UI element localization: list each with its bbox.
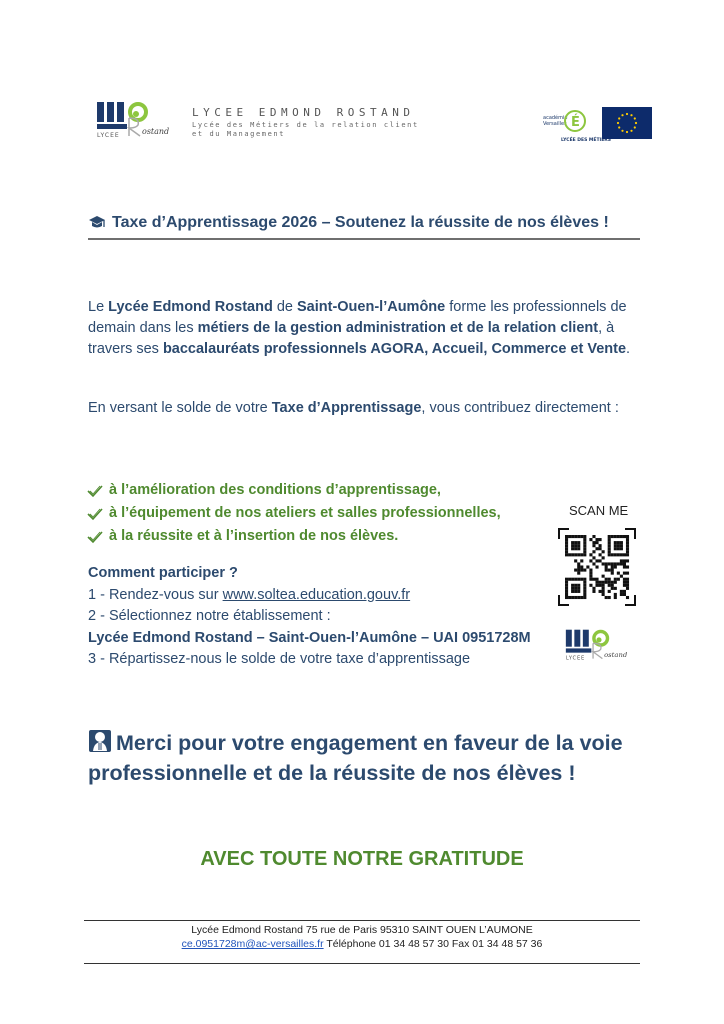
qr-module xyxy=(583,578,586,581)
qr-module xyxy=(602,593,605,596)
qr-module xyxy=(574,553,577,556)
qr-module xyxy=(608,578,611,581)
intro-text: forme les professionnels de demain dans les xyxy=(88,299,627,336)
qr-module xyxy=(583,541,586,544)
intro-diplomas: baccalauréats professionnels AGORA, Accueil, Commerce et Vente xyxy=(162,341,627,357)
qr-module xyxy=(599,553,602,556)
eu-star xyxy=(621,114,623,116)
footer xyxy=(84,923,640,951)
qr-module xyxy=(605,578,608,581)
contribution-text: , vous contribuez directement : xyxy=(421,400,619,416)
qr-module xyxy=(583,581,586,584)
qr-module xyxy=(574,596,577,599)
qr-module xyxy=(583,587,586,590)
qr-module xyxy=(583,593,586,596)
eu-star xyxy=(635,122,637,124)
qr-module xyxy=(589,538,592,541)
qr-module xyxy=(580,565,583,568)
qr-module xyxy=(611,581,614,584)
qr-module xyxy=(626,572,629,575)
qr-module xyxy=(589,559,592,562)
qr-module xyxy=(626,584,629,587)
svg-text:ostand: ostand xyxy=(604,650,628,659)
qr-module xyxy=(580,559,583,562)
qr-module xyxy=(626,538,629,541)
svg-text:Versailles: Versailles xyxy=(543,121,567,127)
qr-module xyxy=(620,575,623,578)
soltea-link[interactable]: www.soltea.education.gouv.fr xyxy=(222,586,411,603)
qr-module xyxy=(589,575,592,578)
benefits-list xyxy=(86,479,546,548)
qr-module xyxy=(611,565,614,568)
contribution-bold: Taxe d’Apprentissage xyxy=(271,400,422,416)
qr-module xyxy=(623,584,626,587)
qr-module xyxy=(608,562,611,565)
qr-module xyxy=(626,559,629,562)
qr-module xyxy=(620,593,623,596)
scan-me-label: SCAN ME xyxy=(569,503,629,518)
step-1-text: 1 - Rendez-vous sur xyxy=(88,586,223,603)
qr-module xyxy=(599,581,602,584)
qr-module xyxy=(614,544,617,547)
eu-flag-icon xyxy=(602,107,652,139)
qr-module xyxy=(608,553,611,556)
qr-module xyxy=(602,575,605,578)
qr-module xyxy=(605,581,608,584)
qr-module xyxy=(595,541,598,544)
qr-module xyxy=(617,547,620,550)
qr-module xyxy=(583,553,586,556)
page-title xyxy=(88,214,638,232)
qr-module xyxy=(614,596,617,599)
qr-module xyxy=(599,547,602,550)
eu-star xyxy=(621,130,623,132)
qr-module xyxy=(592,587,595,590)
qr-module xyxy=(626,565,629,568)
qr-module xyxy=(577,544,580,547)
intro-text: Le xyxy=(88,299,109,315)
qr-module xyxy=(611,569,614,572)
step-2: 2 - Sélectionnez notre établissement : xyxy=(88,608,331,624)
check-icon xyxy=(86,530,104,544)
step-3: 3 - Répartissez-nous le solde de votre taxe d’apprentissage xyxy=(88,651,471,667)
qr-module xyxy=(586,565,589,568)
qr-module xyxy=(605,565,608,568)
qr-module xyxy=(574,587,577,590)
qr-module xyxy=(568,596,571,599)
qr-module xyxy=(577,584,580,587)
qr-module xyxy=(608,550,611,553)
qr-module xyxy=(602,550,605,553)
qr-module xyxy=(577,569,580,572)
qr-module xyxy=(583,547,586,550)
qr-module xyxy=(574,547,577,550)
qr-module xyxy=(565,587,568,590)
qr-module xyxy=(608,547,611,550)
qr-module xyxy=(614,562,617,565)
qr-module xyxy=(571,547,574,550)
svg-text:É: É xyxy=(571,115,580,130)
qr-module xyxy=(602,562,605,565)
qr-module xyxy=(577,578,580,581)
lycee-rostand-logo-small xyxy=(563,628,635,662)
svg-text:LYCEE: LYCEE xyxy=(565,655,586,662)
qr-module xyxy=(574,590,577,593)
eu-star xyxy=(626,131,628,133)
intro-text: de xyxy=(272,299,297,315)
qr-module xyxy=(571,578,574,581)
intro-text: , à travers ses xyxy=(88,320,615,357)
qr-module xyxy=(571,541,574,544)
qr-module xyxy=(574,584,577,587)
qr-module xyxy=(583,584,586,587)
school-subtitle: Lycée des Métiers de la relation client et du Management xyxy=(192,121,419,138)
qr-module xyxy=(620,541,623,544)
qr-module xyxy=(568,553,571,556)
intro-paragraph xyxy=(88,297,648,360)
qr-module xyxy=(589,584,592,587)
qr-module xyxy=(565,596,568,599)
qr-module xyxy=(626,535,629,538)
qr-module xyxy=(599,584,602,587)
thanks-message xyxy=(88,728,658,788)
qr-module xyxy=(574,578,577,581)
footer-phone: Téléphone 01 34 48 57 30 Fax 01 34 48 57 36 xyxy=(323,938,543,950)
intro-text: . xyxy=(626,341,631,357)
qr-module xyxy=(592,535,595,538)
qr-module xyxy=(620,544,623,547)
qr-module xyxy=(602,581,605,584)
qr-module xyxy=(620,559,623,562)
qr-module xyxy=(589,553,592,556)
qr-module xyxy=(583,596,586,599)
title-underline xyxy=(88,238,640,240)
qr-module xyxy=(583,569,586,572)
school-name: LYCEE EDMOND ROSTAND xyxy=(192,106,415,119)
qr-module xyxy=(626,596,629,599)
qr-module xyxy=(595,559,598,562)
qr-module xyxy=(592,578,595,581)
qr-module xyxy=(620,535,623,538)
qr-module xyxy=(595,584,598,587)
qr-module xyxy=(620,590,623,593)
qr-module xyxy=(608,590,611,593)
qr-module xyxy=(577,535,580,538)
qr-module xyxy=(568,535,571,538)
qr-module xyxy=(577,562,580,565)
svg-text:LYCÉE DES MÉTIERS: LYCÉE DES MÉTIERS xyxy=(561,138,611,143)
qr-module xyxy=(608,569,611,572)
qr-module xyxy=(608,541,611,544)
qr-module xyxy=(614,581,617,584)
qr-module xyxy=(574,544,577,547)
check-icon xyxy=(86,507,104,521)
qr-module xyxy=(571,544,574,547)
qr-module xyxy=(605,569,608,572)
qr-module xyxy=(577,541,580,544)
qr-module xyxy=(626,550,629,553)
lycee-rostand-logo xyxy=(96,100,176,140)
qr-module xyxy=(599,538,602,541)
qr-module xyxy=(565,544,568,547)
qr-module xyxy=(565,541,568,544)
qr-module xyxy=(608,581,611,584)
intro-school: Lycée Edmond Rostand xyxy=(108,299,273,315)
qr-module xyxy=(623,572,626,575)
qr-module xyxy=(571,587,574,590)
qr-module xyxy=(565,547,568,550)
svg-text:LYCEE: LYCEE xyxy=(97,132,120,139)
qr-module xyxy=(614,578,617,581)
contribution-text: En versant le solde de votre xyxy=(88,400,272,416)
footer-email-link[interactable]: ce.0951728m@ac-versailles.fr xyxy=(181,938,324,950)
qr-module xyxy=(614,535,617,538)
qr-module xyxy=(595,578,598,581)
qr-module xyxy=(611,584,614,587)
qr-module xyxy=(565,578,568,581)
qr-module xyxy=(599,590,602,593)
eu-star xyxy=(626,113,628,115)
qr-module xyxy=(592,550,595,553)
qr-module xyxy=(565,550,568,553)
qr-module xyxy=(608,544,611,547)
footer-rule-bottom xyxy=(84,963,640,964)
qr-module xyxy=(614,547,617,550)
qr-module xyxy=(583,538,586,541)
qr-module xyxy=(614,565,617,568)
qr-module xyxy=(623,581,626,584)
qr-module xyxy=(617,541,620,544)
qr-module xyxy=(626,541,629,544)
qr-module xyxy=(614,553,617,556)
qr-module xyxy=(620,562,623,565)
benefit-text: à l’équipement de nos ateliers et salles professionnelles, xyxy=(109,505,501,521)
qr-module xyxy=(617,562,620,565)
qr-module xyxy=(623,593,626,596)
qr-module xyxy=(611,587,614,590)
qr-module xyxy=(577,553,580,556)
qr-module xyxy=(602,556,605,559)
qr-module xyxy=(577,596,580,599)
qr-module xyxy=(571,584,574,587)
qr-module xyxy=(611,535,614,538)
qr-module xyxy=(580,553,583,556)
benefit-item xyxy=(86,502,546,525)
qr-module xyxy=(617,553,620,556)
qr-module xyxy=(589,569,592,572)
qr-module xyxy=(602,590,605,593)
qr-module xyxy=(626,581,629,584)
qr-module xyxy=(614,593,617,596)
qr-module xyxy=(608,535,611,538)
qr-module xyxy=(583,544,586,547)
qr-module xyxy=(608,538,611,541)
qr-module xyxy=(565,535,568,538)
svg-text:académie: académie xyxy=(543,115,568,121)
intro-fields: métiers de la gestion administration et de la relation client xyxy=(197,320,599,336)
qr-module xyxy=(574,535,577,538)
qr-module xyxy=(577,565,580,568)
qr-module xyxy=(565,584,568,587)
qr-module xyxy=(583,550,586,553)
qr-module xyxy=(580,569,583,572)
qr-module xyxy=(617,544,620,547)
qr-module xyxy=(592,544,595,547)
svg-text:ostand: ostand xyxy=(142,127,170,136)
benefit-text: à la réussite et à l’insertion de nos élèves. xyxy=(109,528,399,544)
qr-module xyxy=(620,547,623,550)
how-to-section xyxy=(88,563,558,671)
thanks-text: Merci pour votre engagement en faveur de la voie professionnelle et de la réussite de nos élèves ! xyxy=(88,731,623,785)
qr-module xyxy=(602,584,605,587)
qr-module xyxy=(595,538,598,541)
qr-module xyxy=(608,596,611,599)
qr-module xyxy=(608,584,611,587)
qr-module xyxy=(592,541,595,544)
qr-module xyxy=(617,572,620,575)
qr-module xyxy=(568,578,571,581)
footer-contact xyxy=(84,937,640,951)
qr-module xyxy=(626,547,629,550)
academie-versailles-logo xyxy=(543,103,611,143)
title-text: Taxe d’Apprentissage 2026 – Soutenez la réussite de nos élèves ! xyxy=(112,214,609,231)
qr-module xyxy=(611,562,614,565)
benefit-item xyxy=(86,479,546,502)
qr-module xyxy=(574,559,577,562)
eu-star xyxy=(634,117,636,119)
qr-module xyxy=(577,590,580,593)
qr-module xyxy=(611,572,614,575)
qr-module xyxy=(592,562,595,565)
qr-module xyxy=(595,547,598,550)
qr-module xyxy=(580,535,583,538)
qr-module xyxy=(623,553,626,556)
qr-module xyxy=(574,541,577,544)
qr-module xyxy=(623,562,626,565)
person-praying-icon xyxy=(88,729,112,753)
qr-module xyxy=(583,590,586,593)
qr-module xyxy=(595,565,598,568)
check-icon xyxy=(86,484,104,498)
footer-address: Lycée Edmond Rostand 75 rue de Paris 95310 SAINT OUEN L’AUMONE xyxy=(191,924,533,936)
gratitude-heading: AVEC TOUTE NOTRE GRATITUDE xyxy=(200,848,524,870)
step-1 xyxy=(88,585,558,607)
qr-module xyxy=(592,590,595,593)
qr-module xyxy=(611,553,614,556)
qr-module xyxy=(614,541,617,544)
qr-module xyxy=(623,559,626,562)
qr-module xyxy=(617,535,620,538)
qr-module xyxy=(623,578,626,581)
qr-module xyxy=(626,578,629,581)
qr-module xyxy=(589,572,592,575)
qr-module xyxy=(592,556,595,559)
graduation-cap-icon xyxy=(88,215,106,231)
qr-module xyxy=(595,581,598,584)
contribution-paragraph xyxy=(88,398,648,419)
qr-module xyxy=(565,593,568,596)
qr-module xyxy=(602,587,605,590)
qr-module xyxy=(605,596,608,599)
qr-module xyxy=(620,553,623,556)
eu-star xyxy=(630,114,632,116)
qr-module xyxy=(626,587,629,590)
qr-module xyxy=(565,590,568,593)
footer-rule-top xyxy=(84,920,640,921)
qr-module xyxy=(599,544,602,547)
eu-star xyxy=(617,122,619,124)
qr-module xyxy=(571,535,574,538)
qr-module xyxy=(583,535,586,538)
qr-module xyxy=(580,596,583,599)
qr-module xyxy=(623,590,626,593)
eu-star xyxy=(618,117,620,119)
how-to-heading: Comment participer ? xyxy=(88,565,238,581)
qr-module xyxy=(623,565,626,568)
qr-module xyxy=(565,538,568,541)
qr-module xyxy=(577,587,580,590)
qr-module xyxy=(571,553,574,556)
qr-module xyxy=(589,578,592,581)
qr-module xyxy=(571,596,574,599)
qr-module xyxy=(617,578,620,581)
eu-star xyxy=(634,126,636,128)
qr-code[interactable] xyxy=(557,527,637,607)
benefit-text: à l’amélioration des conditions d’apprentissage, xyxy=(109,482,441,498)
qr-module xyxy=(577,547,580,550)
qr-module xyxy=(623,535,626,538)
eu-star xyxy=(630,130,632,132)
eu-star xyxy=(618,126,620,128)
qr-module xyxy=(577,572,580,575)
qr-module xyxy=(565,553,568,556)
qr-module xyxy=(626,544,629,547)
qr-module xyxy=(565,581,568,584)
intro-city: Saint-Ouen-l’Aumône xyxy=(297,299,446,315)
qr-module xyxy=(599,559,602,562)
qr-module xyxy=(580,578,583,581)
establishment-name: Lycée Edmond Rostand – Saint-Ouen-l’Aumône – UAI 0951728M xyxy=(88,629,531,646)
qr-module xyxy=(574,569,577,572)
qr-module xyxy=(605,562,608,565)
benefit-item xyxy=(86,525,546,548)
qr-module xyxy=(614,587,617,590)
qr-module xyxy=(571,590,574,593)
qr-module xyxy=(626,553,629,556)
